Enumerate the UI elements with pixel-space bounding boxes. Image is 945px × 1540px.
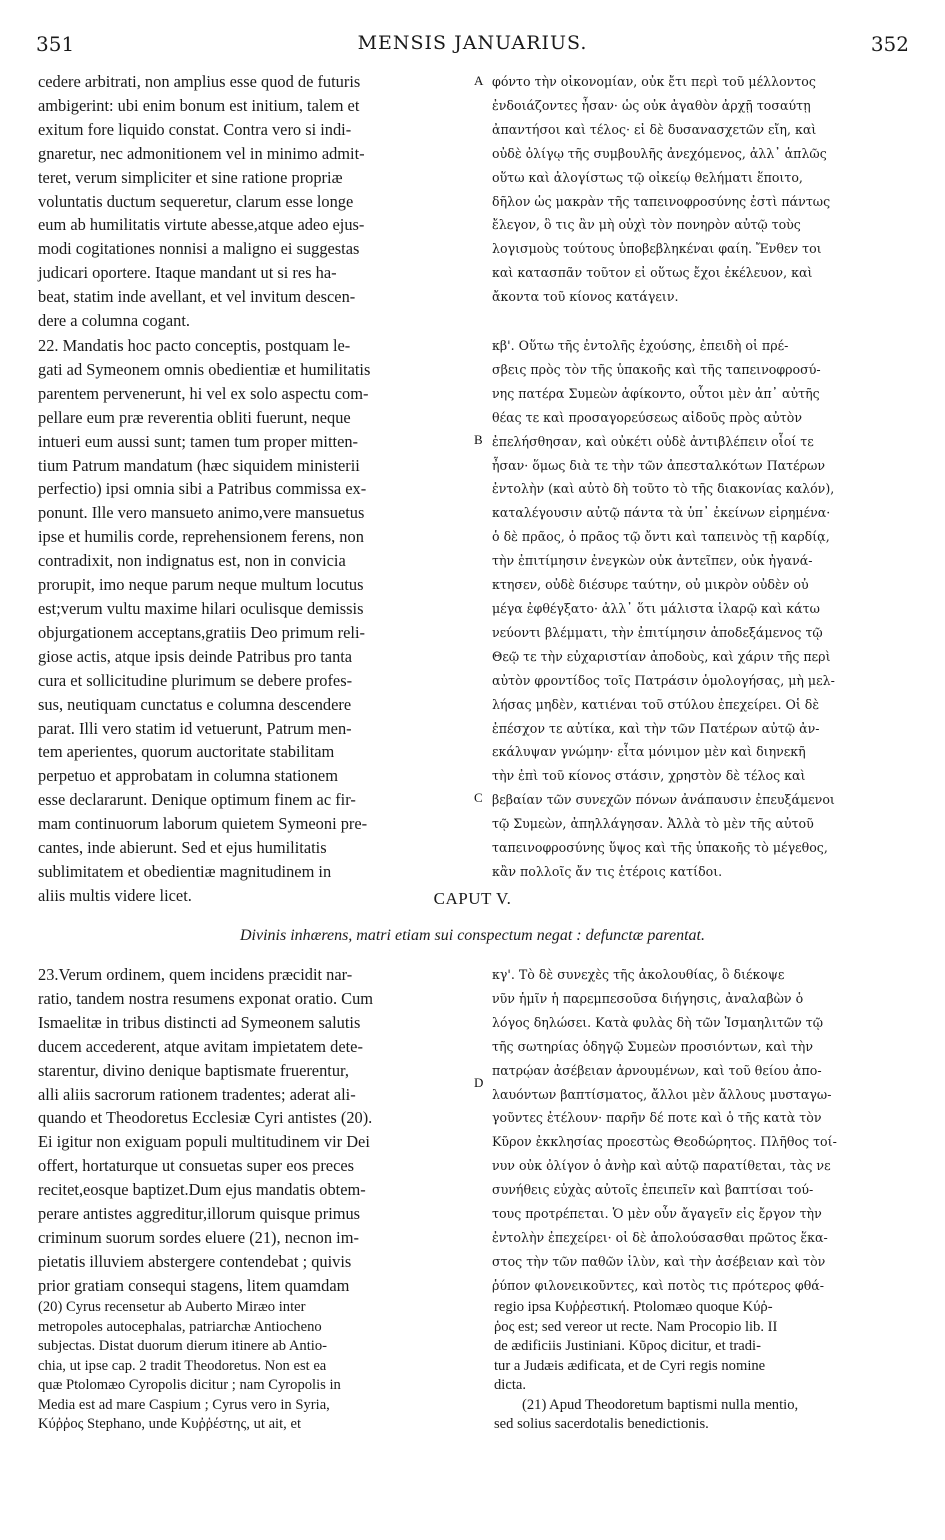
latin-paragraph-23: 23.Verum ordinem, quem incidens præcidit nar- ratio, tandem nostra resumens exponat oratio. Cum Ismaelitæ in tribus distincti ad Symeonem salutis ducem accederent, atque avitam impietatem dete- starentur, divino denique baptismate fruerentur, alli aliis sacrorum rationem tradentes; aderat ali- quando et Theodoretus Ecclesiæ Cyri antistes (20). Ei igitur non exiguam populi multitudinem vir Dei offert, hortaturque ut consuetas super eos preces recitet,eosque baptizet.Dum ejus mandatis obtem- perare antistes aggreditur,illorum quisque primus criminum suorum sordes eluere (21), necnon im- pietatis illuviem abstergere contendebat ; quivis prior gratiam consequi stagens, litem quamdam bbox=[38, 965, 374, 1295]
margin-letter-c: C bbox=[474, 790, 483, 805]
latin-paragraph: cedere arbitrati, non amplius esse quod de futuris ambigerint: ubi enim bonum est initium, talem et exitum fore liquido constat. Contra vero si indi- gnaretur, nec admonitionem vel in minimo admit- teret, verum simpliciter et sine ratione propriæ voluntatis ductum sequeretur, clarum esse longe eum ab humilitatis virtute abesse,atque adeo ejus- modi cogitationes nonnisi a maligno ei suggestas judicari oportere. Itaque mandant ut si res ha- beat, statim inde avellant, et vel invitum descen- dere a columna cogant. bbox=[38, 72, 365, 331]
page-header bbox=[30, 32, 915, 60]
chapter-heading: CAPUT V. bbox=[433, 889, 512, 908]
footnote-20: (20) Cyrus recensetur ab Auberto Miræo inter metropoles autocephalas, patriarchæ Antiocheno subjectas. Distat duorum dierum itinere ab Antio- chia, ut ipse cap. 2 tradit Theodoretus. Non est ea quæ Ptolomæo Cyropolis dicitur ; nam Cyropolis in Media est ad mare Caspium ; Cyrus vero in Syria, Κύῤῥος Stephano, unde Κυῤῥέστης, ut ait, et bbox=[38, 1299, 341, 1432]
footnote-21: (21) Apud Theodoretum baptismi nulla mentio, sed solius sacerdotalis benedictionis. bbox=[494, 1396, 799, 1432]
footnotes-left bbox=[38, 1298, 478, 1435]
page-number-right: 352 bbox=[870, 32, 909, 56]
greek-column-section-3 bbox=[492, 963, 918, 1299]
chapter-summary: Divinis inhærens, matri etiam sui conspectum negat : defunctæ parentat. bbox=[240, 927, 705, 944]
page-number-left: 351 bbox=[36, 32, 75, 56]
greek-paragraph-23: κγ'. Τὸ δὲ συνεχὲς τῆς ἀκολουθίας, ὃ διέκοψε νῦν ἡμῖν ἡ παρεμπεσοῦσα διήγησις, ἀναλαβὼν ὁ λόγος δηλώσει. Κατὰ φυλὰς δὴ τῶν Ἰσμαηλιτῶν τῷ τῆς σωτηρίας ὁδηγῷ Συμεὼν προσιόντων, καὶ τὴν πατρῴαν ἀσέβειαν ἀρνουμένων, καὶ τοῦ θείου ἀπο- λαυόντων βαπτίσματος, ἄλλοι μὲν ἄλλους μυσταγω- γοῦντες ἐτέλουν· παρῆν δέ ποτε καὶ ὁ τῆς κατὰ τὸν Κῦρον ἐκκλησίας προεστὼς Θεοδώρητος. Πλῆθος τοί- νυν οὐκ ὀλίγον ὁ ἀνὴρ καὶ αὐτῷ παρατίθεται, τὰς νε συνήθεις εὐχὰς αὐτοῖς ἐπειπεῖν καὶ βαπτίσαι τού- τους προτρέπεται. Ὁ μὲν οὖν ἄγαγεῖν εἰς ἔργον τὴν ἐντολὴν ἐπεχείρει· οἱ δὲ ἀπολούσασθαι πρῶτος ἕκα- στος τὴν τῶν παθῶν ἰλὺν, καὶ τὴν ἀσέβειαν καὶ τὸν ῥύπον φιλονεικοῦντες, καὶ ποτὸς τις πρότερος φθά- bbox=[492, 967, 837, 1293]
latin-column-section-1 bbox=[38, 70, 474, 338]
running-title: MENSIS JANUARIUS. bbox=[357, 32, 588, 54]
greek-paragraph: φόντο τὴν οἰκονομίαν, οὐκ ἔτι περὶ τοῦ μέλλοντος ἐνδοιάζοντες ἦσαν· ὡς οὐκ ἀγαθὸν ἀρχῇ τοσαύτῃ ἀπαντήσοι καὶ τέλος· εἰ δὲ δυσανασχετῶν εἴη, καὶ οὐδὲ ὀλίγῳ τῆς συμβουλῆς ἀνεχόμενος, ἀλλ᾽ ἁπλῶς οὕτω καὶ ἀλογίστως τῷ οἰκείῳ θελήματι ἕποιτο, δῆλον ὡς μακρὰν τῆς ταπεινοφροσύνης ἐστὶ πάντως ἔλεγον, ὃ τις ἂν μὴ οὐχὶ τὸν πονηρὸν αὐτῷ τοὺς λογισμοὺς τούτους ὑποβεβληκέναι φαίη. Ἔνθεν τοι καὶ κατασπᾶν τοῦτον εἰ οὕτως ἔχοι ἐκέλευον, καὶ ἄκοντα τοῦ κίονος κατάγειν. bbox=[492, 74, 831, 305]
margin-letter-b: B bbox=[474, 432, 483, 447]
greek-paragraph-22: κβ'. Οὕτω τῆς ἐντολῆς ἐχούσης, ἐπειδὴ οἱ πρέ- σβεις πρὸς τὸν τῆς ὑπακοῆς καὶ τῆς ταπεινοφροσύ- νης πατέρα Συμεὼν ἀφίκοντο, οὗτοι μὲν ἀπ᾽ αὐτῆς θέας τε καὶ προσαγορεύσεως αἰδοῦς πρὸς αὐτὸν ἐπελήσθησαν, καὶ οὐκέτι οὐδὲ ἀντιβλέπειν οἷοί τε ἦσαν· ὅμως διὰ τε τὴν τῶν ἀπεσταλκότων Πατέρων ἐντολὴν (καὶ αὐτὸ δὴ τοῦτο τὸ τῆς διακονίας καλόν), καταλέγουσιν αὐτῷ πάντα τὰ ὑπ᾽ ἐκείνων εἰρημένα· ὁ δὲ πρᾶος, ὁ πρᾶος τῷ ὄντι καὶ ταπεινὸς τῇ καρδίᾳ, τὴν ἐπιτίμησιν ἐνεγκὼν οὐκ ἀντεῖπεν, οὐκ ἠγανά- κτησεν, οὐδὲ διέσυρε ταύτην, οὐ μικρὸν οὐδὲν οὐ μέγα ἐφθέγξατο· ἀλλ᾽ ὅτι μάλιστα ἱλαρῷ καὶ κάτω νεύοντι βλέμματι, τὴν ἐπιτίμησιν ἀποδεξάμενος τῷ Θεῷ τε τὴν εὐχαριστίαν ἀποδοὺς, καὶ χάριν τῆς περὶ αὐτὸν φροντίδος τοῖς Πατράσιν ὁμολογήσας, μὴ μελ- λήσας μηδὲν, κατιέναι τοῦ στύλου ἐπεχείρει. Οἱ δὲ ἐπέσχον τε αὐτίκα, καὶ τὴν τῶν Πατέρων αὐτῷ ἀν- εκάλυψαν γνώμην· εἶτα μόνιμον μὲν καὶ διηνεκῆ τὴν ἐπὶ τοῦ κίονος στάσιν, χρηστὸν δὲ τέλος καὶ βεβαίαν τῶν συνεχῶν πόνων ἀνάπαυσιν ἐπευξάμενοι τῷ Συμεὼν, ἀπηλλάγησαν. Ἀλλὰ τὸ μὲν τῆς αὐτοῦ ταπεινοφροσύνης ὕψος καὶ τῆς ὑπακοῆς τὸ μέγεθος, κἂν πολλοῖς ἄν τις ἑτέροις κατίδοι. bbox=[492, 338, 835, 879]
footnote-20-continued: regio ipsa Κυῤῥεστική. Ptolomæo quoque Κύῤ- ῥος est; sed vereor ut recte. Nam Procopio lib. II de ædificiis Justiniani. Κῦρος dicitur, et tradi- tur a Judæis ædificata, et de Cyri regis nomine dicta. bbox=[494, 1299, 778, 1393]
footnotes-right bbox=[494, 1298, 918, 1435]
greek-column-section-1 bbox=[492, 70, 918, 310]
latin-column-section-2 bbox=[38, 334, 474, 905]
margin-letter-d: D bbox=[474, 1075, 484, 1090]
latin-paragraph-22: 22. Mandatis hoc pacto conceptis, postquam le- gati ad Symeonem omnis obedientiæ et humilitatis parentem pervenerunt, hi vel ex solo aspectu com- pellare eum præ reverentia obliti fuerunt, neque intueri eum aussi sunt; tamen tum proper mitten- tium Patrum mandatum (hæc siquidem ministerii perfectio) ipsi omnia sibi a Patribus commissa ex- ponunt. Ille vero mansueto animo,vere mansuetus ipse et humilis corde, reprehensionem ferens, non contradixit, non indignatus est, non in convicia prorupit, imo neque parum neque multum locutus est;verum vultu maxime hilari oculisque demissis objurgationem acceptans,gratiis Deo primum reli- giose actis, atque ipsis deinde Patribus pro tanta cura et sollicitudine plurimum se debere profes- sus, neutiquam cunctatus e columna descendere parat. Illi vero statim id vetuerunt, Patrum men- tem aperientes, quorum auctoritate stabilitam perpetuo et approbatam in columna stationem esse declararunt. Denique optimum finem ac fir- mam continuorum laborum quietem Symeoni pre- cantes, inde abierunt. Sed et ejus humilitatis sublimitatem et obedientiæ magnitudinem in aliis multis videre licet. bbox=[38, 336, 371, 905]
latin-column-section-3 bbox=[38, 963, 474, 1299]
margin-letter-a: A bbox=[474, 73, 484, 88]
greek-column-section-2 bbox=[492, 334, 918, 879]
